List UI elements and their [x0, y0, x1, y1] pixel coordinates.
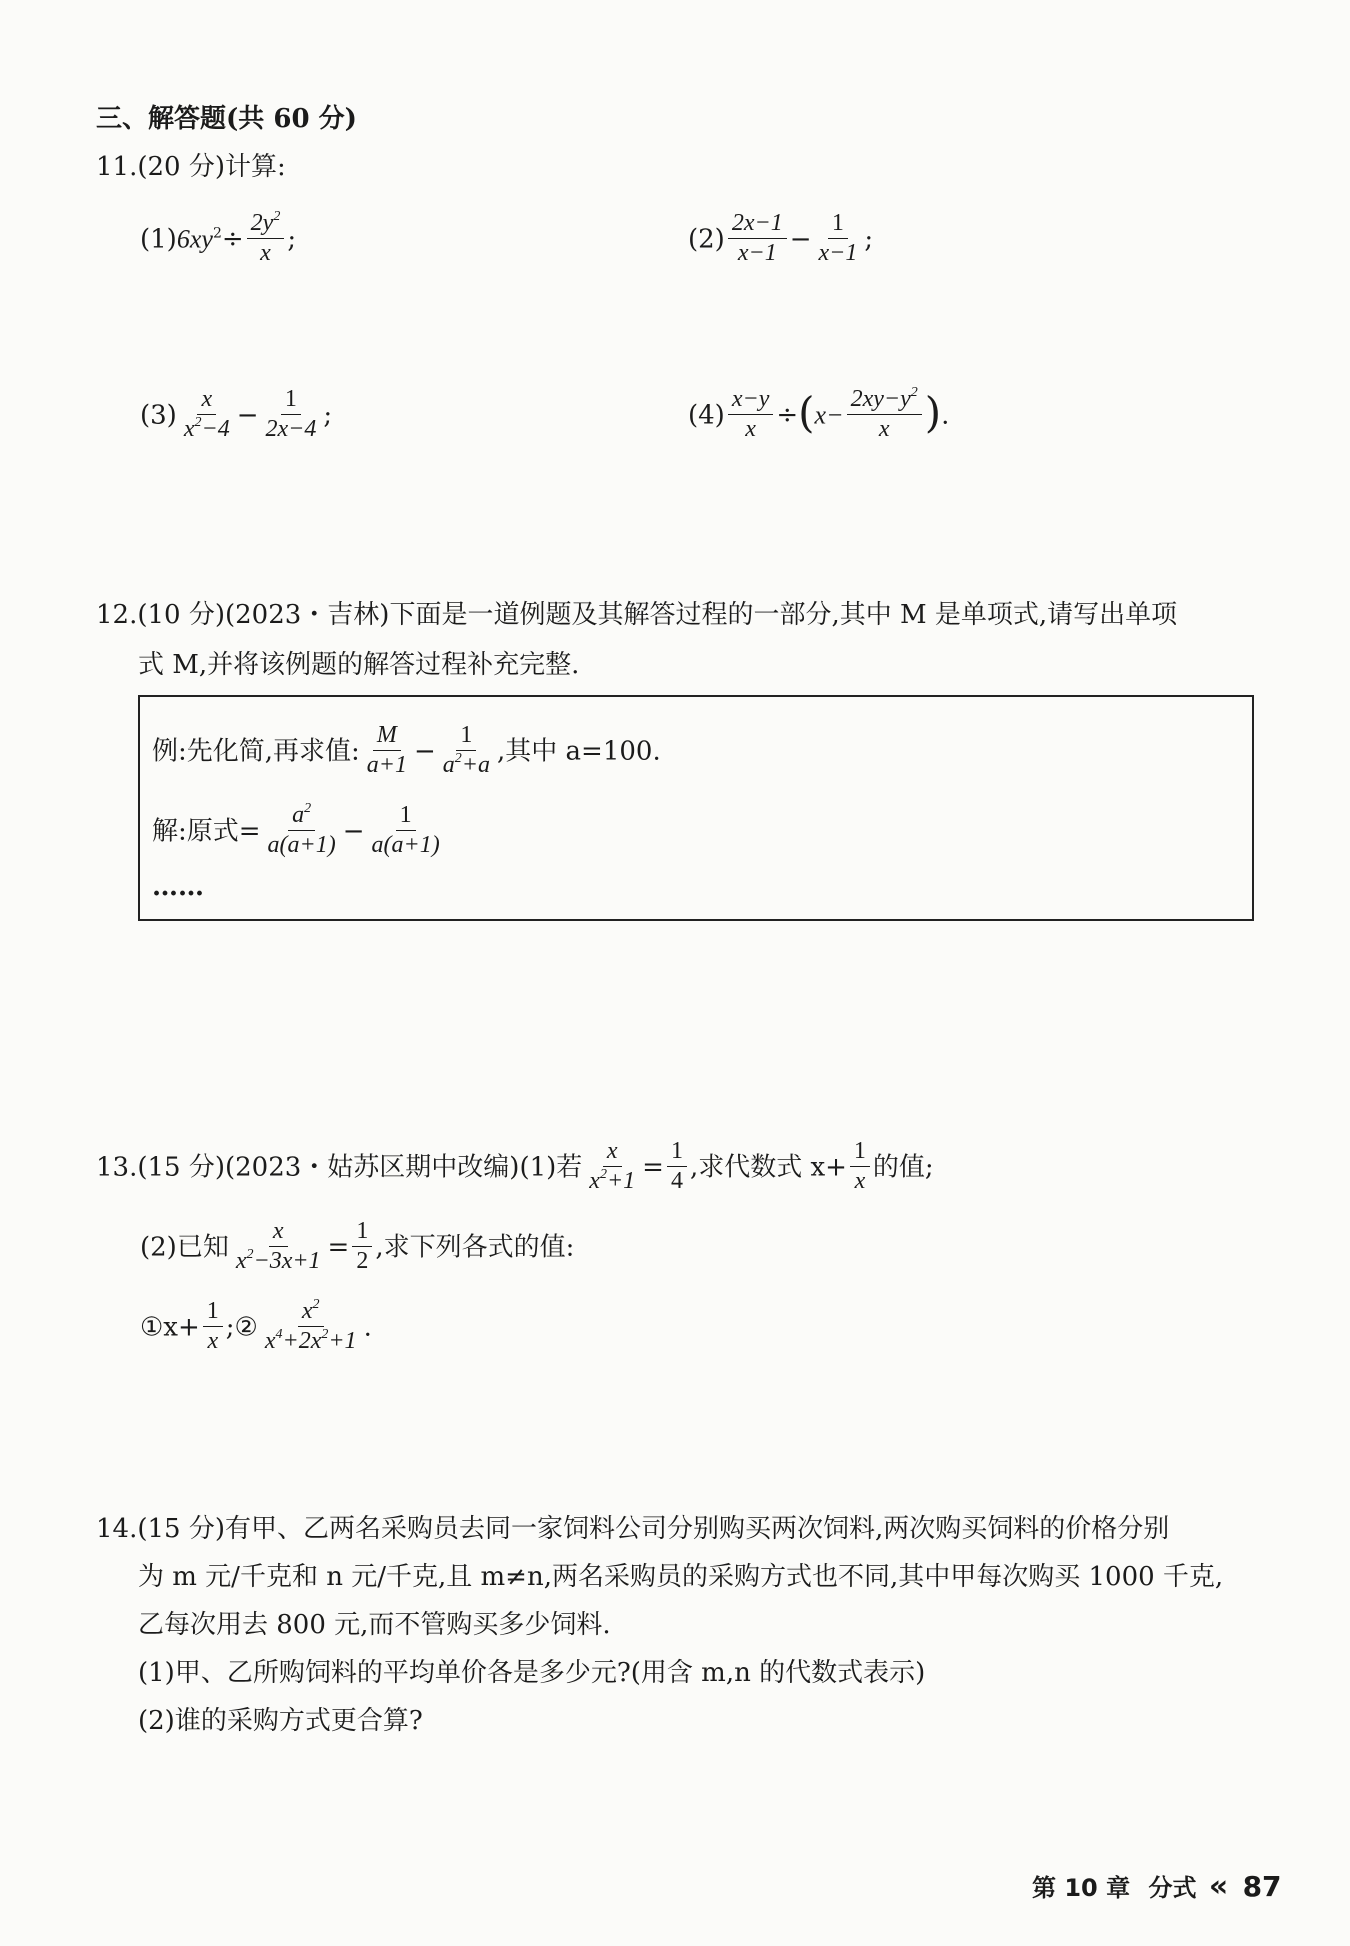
q14-line1: 14.(15 分)有甲、乙两名采购员去同一家饲料公司分别购买两次饲料,两次购买饲料的价格分别 — [96, 1514, 1170, 1544]
page-footer — [1032, 1870, 1282, 1905]
footer-title: 分式 — [1148, 1874, 1197, 1902]
q14-line5: (2)谁的采购方式更合算? — [138, 1706, 423, 1736]
q11-part1: $(1)6xy^2\div$ $\frac{2y^2}{x}$ ; — [140, 209, 297, 266]
q11-part3: (3) $\frac{x}{x^2-4}$ − $\frac{1}{2x-4}$ ; — [140, 386, 333, 442]
q13-part2: (2)已知 $\frac{x}{x^2-3x+1}$ = $\frac{1}{2}$ ,求下列各式的值: — [140, 1218, 575, 1274]
q11-header: 11.(20 分)计算: — [96, 152, 286, 182]
example-ellipsis: …… — [152, 872, 204, 902]
example-solution: 解:原式= $\frac{a^2}{a(a+1)}$ − $\frac{1}{a(a+1)}$ — [152, 801, 440, 858]
q11-part2: (2) $\frac{2x-1}{x-1}$ − $\frac{1}{x-1}$ ; — [688, 210, 874, 266]
footer-chapter: 第 10 章 — [1032, 1874, 1131, 1902]
q12-line1: 12.(10 分)(2023・吉林)下面是一道例题及其解答过程的一部分,其中 M 是单项式,请写出单项 — [96, 600, 1178, 630]
q14-line3: 乙每次用去 800 元,而不管购买多少饲料. — [138, 1610, 611, 1640]
q11-part4: (4) $\frac{x-y}{x}$ ÷(x− $\frac{2xy-y^2}{x}$ ). — [688, 385, 950, 442]
section-title: 三、解答题(共 60 分) — [96, 104, 357, 134]
q12-line2: 式 M,并将该例题的解答过程补充完整. — [138, 650, 580, 680]
q14-line2: 为 m 元/千克和 n 元/千克,且 m≠n,两名采购员的采购方式也不同,其中甲每次购买 1000 千克, — [138, 1562, 1224, 1592]
q11-part1-fraction: $\frac{2y^2}{x}$ — [247, 210, 285, 267]
example-problem: 例:先化简,再求值: $\frac{M}{a+1}$ − $\frac{1}{a^2+a}$ ,其中 a=100. — [152, 722, 661, 778]
q14-line4: (1)甲、乙所购饲料的平均单价各是多少元?(用含 m,n 的代数式表示) — [138, 1658, 926, 1688]
page-number: 87 — [1242, 1870, 1282, 1903]
footer-arrows-icon: « — [1208, 1869, 1229, 1904]
q13-part1: 13.(15 分)(2023・姑苏区期中改编)(1)若 $\frac{x}{x^2+1}$ = $\frac{1}{4}$ ,求代数式 x+ $\frac{1}{x}$ 的值; — [96, 1138, 934, 1194]
q13-part3: ①x+ $\frac{1}{x}$ ;② $\frac{x^2}{x^4+2x^2+1}$ . — [140, 1297, 372, 1354]
